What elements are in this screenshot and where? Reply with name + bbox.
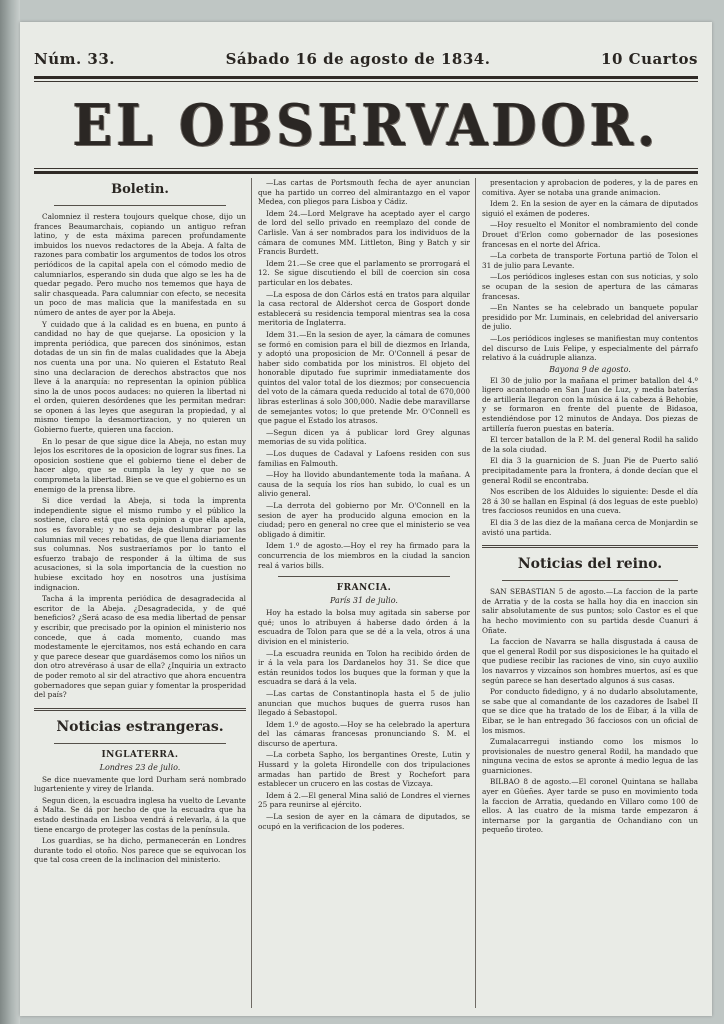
title-wrap [34,86,698,164]
article-paragraph: —La sesion de ayer en la cámara de diputados, se ocupó en la verificacion de los poderes. [258,812,470,831]
article-paragraph: —Los periódicos ingleses se manifiestan muy contentos del discurso de Luis Felipe, y especialmente del párrafo relativo á la cuádruple alianza. [482,333,698,363]
article-paragraph: Idem 2. En la sesion de ayer en la cámara de diputados siguió el exámen de poderes. [482,199,698,218]
article-paragraph: La faccion de Navarra se halla disgustada á causa de que el general Rodil por sus disposiciones le ha quitado el que pudiese recibir las raciones de vino, sin cuyo auxilio los navarros y vizcaínos son hombres muertos, así es que según parece se han desertado algunos á sus casas. [482,637,698,685]
column-divider-1 [251,178,252,1008]
article-paragraph: Idem á 2.—El general Mina salió de Londres el viernes 25 para reunirse al ejército. [258,790,470,810]
boletin-heading: Boletin. [111,182,169,197]
article-paragraph: Nos escriben de los Alduides lo siguiente: Desde el día 28 á 30 se hallan en Espinal (á dos leguas de este pueblo) tres facciosos reunidos en una cueva. [482,487,698,516]
article-paragraph: SAN SEBASTIAN 5 de agosto.—La faccion de la parte de Arratia y de la costa se halla hoy dia en inaccion sin salir absolutamente de sus puntos; solo Castor es el que ha hecho movimiento con su partida desde Cuanuri á Oñate. [482,587,698,635]
article-paragraph: —Las cartas de Portsmouth fecha de ayer anuncian que ha partido un correo del almirantazgo en el vapor Medea, con pliegos para Lisboa y Cádiz. [258,178,470,207]
article-paragraph: Los guardias, se ha dicho, permanecerán en Londres durante todo el otoño. Nos parece que se equivocan los que tal cosa creen de la inclinacion del ministerio. [34,836,246,865]
newspaper-page [20,22,712,1016]
article-paragraph: —Los periódicos ingleses estan con sus noticias, y solo se ocupan de la sesion de apertura de las cámaras francesas. [482,272,698,301]
article-paragraph: El 30 de julio por la mañana el primer batallon del 4.º ligero acantonado en San Juan de Luz, y media baterías de artillería llegaron con la música á la cabeza á Behobie, y se formaron en frente del puente de Bidasoa, estendiéndose por 12 minutos de Andaya. Dos piezas de artillería fueron puestas en batería. [482,375,698,433]
england-dateline: Londres 23 de julio. [99,762,181,772]
masthead-rule-bottom-thin [34,168,698,169]
article-paragraph: Si dice verdad la Abeja, si toda la imprenta independiente sigue el mismo rumbo y el público la sostiene, claro está que esta opinion a que ella apela, nos es favorable; y no se deja deslumbrar por las calumnias mil veces rebatidas, de que llena diariamente sus columnas. Nos sustraeríamos por lo tanto el esfuerzo trabajo de responder á la última de sus acusaciones, si la sola importancia de la cuestion no hubiese excitado hoy en nosotros una justísima indignacion. [34,496,246,592]
article-paragraph: —En Nantes se ha celebrado un banquete popular presidido por Mr. Luminais, en celebridad del aniversario de julio. [482,303,698,332]
article-paragraph: Hoy ha estado la bolsa muy agitada sin saberse por qué; unos lo atribuyen á haberse dado órden á la escuadra de Tolon para que se dé a la vela, otros á una division en el ministerio. [258,608,470,646]
article-paragraph: —La escuadra reunida en Tolon ha recibido órden de ir á la vela para los Dardanelos hoy 31. Se dice que están reunidos todos los buques que la forman y que la escuadra se dará á la vela. [258,648,470,687]
binding-gutter [0,0,20,1024]
article-paragraph: Idem 1.º de agosto.—Hoy se ha celebrado la apertura del las cámaras francesas pronunciando S. M. el discurso de apertura. [258,719,470,748]
article-paragraph: —La esposa de don Cárlos está en tratos para alquilar la casa rectoral de Aldershot cerca de Gosport donde establecerá su residencia temporal mientras sea la cosa meritoria de Inglaterra. [258,289,470,328]
article-paragraph: —Las cartas de Constantinopla hasta el 5 de julio anuncian que muchos buques de guerra rusos han llegado á Sebastopol. [258,688,470,718]
boletin-separator [54,205,226,206]
article-paragraph: —Hoy resuelto el Monitor el nombramiento del conde Drouet d'Erlon como gobernador de las posesiones francesas en el norte del Africa. [482,220,698,249]
article-paragraph: —La corbeta Sapho, los bergantines Oreste, Lutin y Hussard y la goleta Hirondelle con dos tripulaciones armadas han partido de Brest y Rochefort para establecer un crucero en las costas de Vizcaya. [258,750,470,789]
article-paragraph: El dia 3 de las diez de la mañana cerca de Monjardin se avistó una partida. [482,518,698,537]
kingdom-separator [502,580,678,581]
england-heading: INGLATERRA. [101,749,179,760]
article-paragraph: Calomniez il restera toujours quelque chose, dijo un frances Beaumarchais, copiando un antiguo refran latino, y de esta máxima parecen profundamente imbuidos los nuevos redactores de la Abeja. A falta de razones para combatir los argumentos de todos los otros periódicos de la capital apela con el cómodo medio de calumniarlos, esperando sin duda que algo se les ha de quedar pegado. Pero mucho nos tememos que haya de salir chasqueada. Para calumniar con efecto, se necesita un poco de mas malicia que la manifestada en su número de antes de ayer por la Abeja. [34,212,246,317]
newspaper-title: EL OBSERVADOR. [72,91,660,159]
article-paragraph: —Hoy ha llovido abundantemente toda la mañana. A causa de la sequía los ríos han subido, lo cual es un alivio general. [258,470,470,499]
foreign-separator [54,743,226,744]
bayonne-dateline: Bayona 9 de agosto. [549,364,631,374]
article-paragraph: —Segun dicen ya á publicar lord Grey algunas memorias de su vida política. [258,427,470,447]
masthead-rule-top-thin [34,81,698,82]
issue-date: Sábado 16 de agosto de 1834. [225,50,491,68]
article-paragraph: Idem 31.—En la sesion de ayer, la cámara de comunes se formó en comision para el bill de diezmos en Irlanda, y adoptó una proposicion de Mr. O'Connell á pesar de haber sido combatida por los ministros. El objeto del honorable diputado fue suprimir inmediatamente dos quintos del valor total de los diezmos; por consecuencia del voto de la cámara queda reducido al total de 670,000 libras esterlinas á solo 300,000. Nadie debe maravillarse de semejantes votos; lo que pretende Mr. O'Connell es que pague el Estado los atrasos. [258,329,470,426]
article-paragraph: BILBAO 8 de agosto.—El coronel Quintana se hallaba ayer en Güeñes. Ayer tarde se puso en movimiento toda la faccion de Arratia, quedando en Villaro como 100 de ellos. A las cuatro de la misma tarde empezaron á internarse por la gargantia de Ochandiano con un pequeño tiroteo. [482,777,698,835]
article-paragraph: presentacion y aprobacion de poderes, y la de pares en comitiva. Ayer se notaba una grande animacion. [482,178,698,197]
france-separator [278,576,450,577]
article-paragraph: —La derrota del gobierno por Mr. O'Connell en la sesion de ayer ha producido alguna emocion en la ciudad; pero en general no cree que el ministerio se vea obligado á dimitir. [258,501,470,539]
column-divider-2 [475,178,476,1008]
article-paragraph: Segun dicen, la escuadra inglesa ha vuelto de Levante á Malta. Se dá por hecho de que la escuadra que ha estado destinada en Lisboa vendrá á relevarla, á la que tiene encargo de proteger las costas de la península. [34,795,246,834]
column-3 [482,178,698,1008]
issue-price: 10 Cuartos [601,50,698,68]
article-paragraph: El tercer batallon de la P. M. del general Rodil ha salido de la sola ciudad. [482,435,698,454]
article-paragraph: En lo pesar de que sigue dice la Abeja, no estan muy lejos los escritores de la oposicion de lograr sus fines. La oposicion sostiene que el gobierno tiene el deber de hacer algo, que se cumpla la ley y que no se comprometa la libertad. Bien se ve que el gobierno es un enemigo de la prensa libre. [34,436,246,494]
article-paragraph: Idem 24.—Lord Melgrave ha aceptado ayer el cargo de lord del sello privado en reemplazo del conde de Carlisle. Van á ser nombrados para los individuos de la cámara de comunes MM. Littleton, Bing y Batch y sir Francis Burdett. [258,208,470,257]
foreign-news-heading: Noticias estrangeras. [56,718,224,735]
kingdom-news-heading: Noticias del reino. [517,556,663,573]
article-paragraph: El dia 3 la guarnicion de S. Juan Pie de Puerto salió precipitadamente para la frontera, á donde decían que el general Rodil se encontraba. [482,456,698,485]
column-2 [258,178,470,1008]
article-paragraph: Idem 1.º de agosto.—Hoy el rey ha firmado para la concurrencia de los miembros en la ciudad la sancion real á varios bills. [258,541,470,570]
masthead-rule-bottom [34,171,698,174]
france-dateline: París 31 de julio. [330,596,398,606]
section-separator [482,545,698,548]
article-paragraph: Se dice nuevamente que lord Durham será nombrado lugarteniente y virey de Irlanda. [34,774,246,794]
article-paragraph: Zumalacarregui instiando como los mismos lo provisionales de nuestro general Rodil, ha mandado que ninguna vecina de estos se apronte á medio legua de las guarniciones. [482,737,698,775]
article-paragraph: Por conducto fidedigno, y á no dudarlo absolutamente, se sabe que al comandante de los cazadores de Isabel II que se dice que ha tratado de los de Eibar, á la villa de Eibar, se le han entregado 36 facciosos con un oficial de los mismos. [482,687,698,735]
article-paragraph: Y cuidado que á la calidad es en buena, en punto á candidad no hay de que quejarse. La oposicion y la imprenta periódica, que parecen dos sinónimos, estan dotadas de un sin fin de malas cualidades que la Abeja nos cuenta una por una. No quieren el Estatuto Real sino una declaracion de derechos abstractos que nos lleve á la anarquía: no representan la opinion pública sino la de unos pocos audaces: no quieren la libertad ni el orden, quieren desórdenes que les permitan medrar: se oponen á las leyes que aseguran la propiedad, y al mismo tiempo la desamortizacion, y no quieren un Gobierno fuerte, quieren una faccion. [34,319,246,435]
issue-number: Núm. 33. [34,50,116,68]
section-separator [34,708,246,711]
article-paragraph: Idem 21.—Se cree que el parlamento se prorrogará el 12. Se sigue discutiendo el bill de coercion sin cosa particular en los debates. [258,258,470,287]
masthead-rule-top [34,76,698,79]
article-paragraph: —La corbeta de transporte Fortuna partió de Tolon el 31 de julio para Levante. [482,251,698,270]
column-1 [34,178,246,1008]
article-paragraph: —Los duques de Cadaval y Lafoens residen con sus familias en Falmouth. [258,449,470,468]
article-paragraph: Tacha á la imprenta periódica de desagradecida al escritor de la Abeja. ¿Desagradecida, y de qué beneficios? ¿Será acaso de esa media libertad de pensar y escribir, que precisado por la opinion el ministerio nos concede, que á cada momento, cuando mas modestamente le ejercitamos, nos está echando en cara y que parece desear que guardásemos como los niños un don otro atrevéraso á usar de ella? ¿Inquiria un extracto de poder remoto al sir del atractivo que ahora encuentra gobernadores que sepan guiar y fomentar la prosperidad del país? [34,594,246,700]
france-heading: FRANCIA. [336,583,392,594]
masthead-info [34,46,698,72]
